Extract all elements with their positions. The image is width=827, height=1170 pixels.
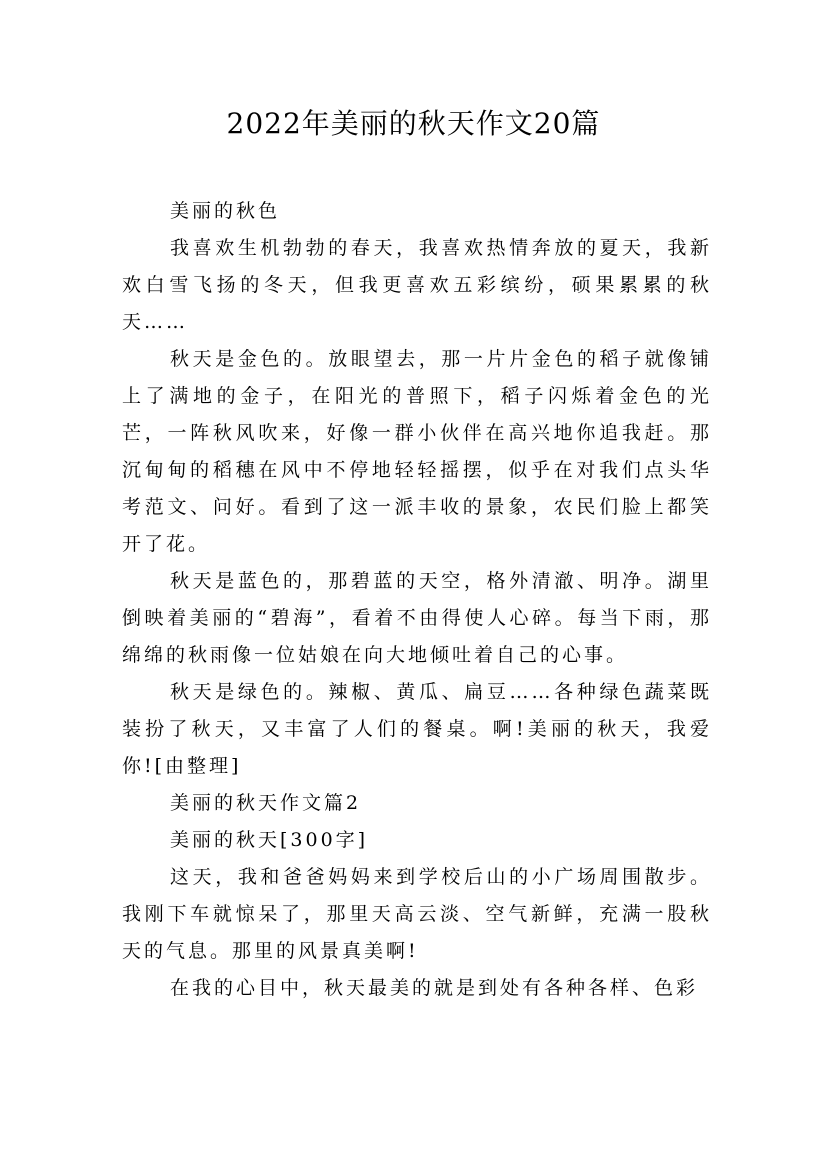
paragraph: 秋天是绿色的。辣椒、黄瓜、扁豆……各种绿色蔬菜既装扮了秋天，又丰富了人们的餐桌。啊!美丽的秋天，我爱你![由整理] xyxy=(122,681,712,777)
document-body xyxy=(122,193,712,1007)
paragraph: 这天，我和爸爸妈妈来到学校后山的小广场周围散步。我刚下车就惊呆了，那里天高云淡、空气新鲜，充满一股秋天的气息。那里的风景真美啊! xyxy=(122,866,712,962)
paragraph: 秋天是金色的。放眼望去，那一片片金色的稻子就像铺上了满地的金子，在阳光的普照下，稻子闪烁着金色的光芒，一阵秋风吹来，好像一群小伙伴在高兴地你追我赶。那沉甸甸的稻穗在风中不停地轻轻摇摆，似乎在对我们点头华考范文、问好。看到了这一派丰收的景象，农民们脸上都笑开了花。 xyxy=(122,348,712,555)
section-heading: 美丽的秋色 xyxy=(170,200,281,222)
document-title: 2022年美丽的秋天作文20篇 xyxy=(226,107,601,140)
paragraph: 在我的心目中，秋天最美的就是到处有各种各样、色彩 xyxy=(170,977,699,999)
paragraph: 我喜欢生机勃勃的春天，我喜欢热情奔放的夏天，我新欢白雪飞扬的冬天，但我更喜欢五彩缤纷，硕果累累的秋天…… xyxy=(122,237,712,333)
section-heading: 美丽的秋天作文篇2 xyxy=(170,792,362,814)
paragraph: 秋天是蓝色的，那碧蓝的天空，格外清澈、明净。湖里倒映着美丽的“碧海”，看着不由得使人心碎。每当下雨，那绵绵的秋雨像一位姑娘在向大地倾吐着自己的心事。 xyxy=(122,570,712,666)
section-subheading: 美丽的秋天[300字] xyxy=(170,829,369,851)
